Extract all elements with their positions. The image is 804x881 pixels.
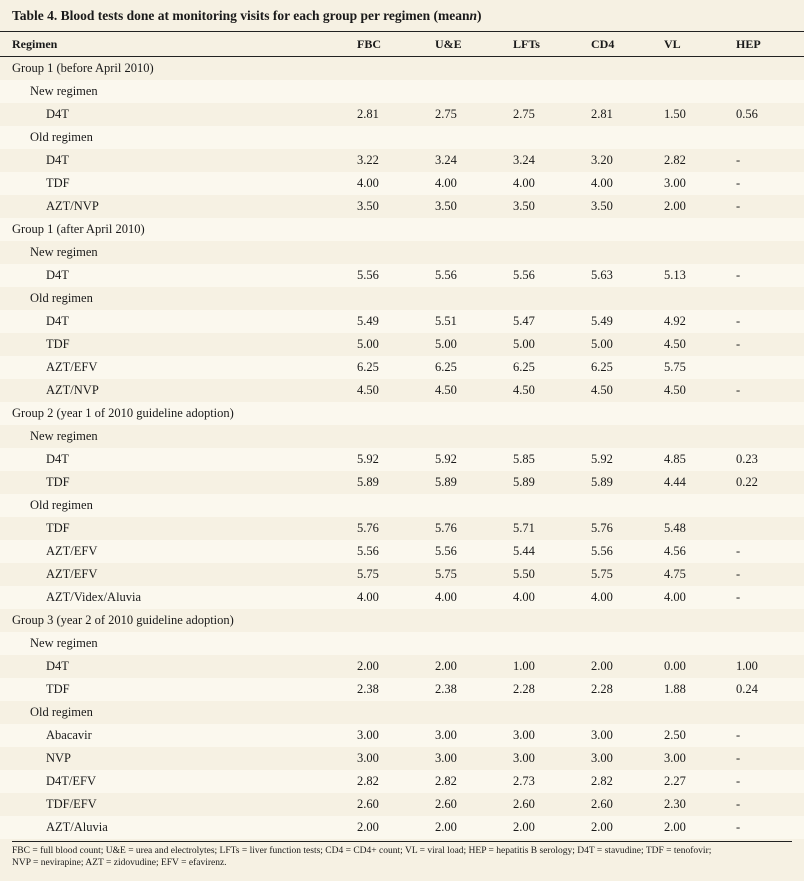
row-label: D4T: [46, 106, 69, 121]
row-label: NVP: [46, 750, 72, 765]
cell-cd4: [591, 494, 664, 517]
row-label: Group 1 (before April 2010): [12, 60, 154, 75]
group-row: [0, 609, 804, 632]
cell-cd4: 2.00: [591, 819, 613, 834]
cell-vl: 2.82: [664, 152, 686, 167]
cell-ue: [435, 425, 513, 448]
cell-cd4: 2.28: [591, 681, 613, 696]
row-label: New regimen: [30, 244, 98, 259]
regimen-row: [0, 310, 804, 333]
cell-lfts: 5.85: [513, 451, 535, 466]
row-label: D4T/EFV: [46, 773, 96, 788]
header-lfts: LFTs: [513, 32, 591, 57]
cell-lfts: 3.50: [513, 198, 535, 213]
cell-ue: 4.00: [435, 589, 457, 604]
cell-vl: 5.75: [664, 359, 686, 374]
cell-cd4: 3.20: [591, 152, 613, 167]
row-label: TDF/EFV: [46, 796, 97, 811]
cell-ue: [435, 218, 513, 241]
cell-hep: [736, 57, 804, 80]
cell-lfts: 4.50: [513, 382, 535, 397]
cell-hep: -: [736, 198, 741, 213]
cell-hep: 0.56: [736, 106, 758, 121]
row-label: New regimen: [30, 83, 98, 98]
cell-vl: 2.50: [664, 727, 686, 742]
row-label: AZT/NVP: [46, 198, 99, 213]
cell-lfts: 3.00: [513, 727, 535, 742]
cell-fbc: [357, 57, 435, 80]
header-ue: U&E: [435, 32, 513, 57]
footnote-line-1: FBC = full blood count; U&E = urea and electrolytes; LFTs = liver function tests; CD4 = CD4+ count; VL = viral load; HEP = hepatitis B serology; D4T = stavudine; TDF = tenofovir;: [12, 846, 712, 856]
cell-lfts: 5.00: [513, 336, 535, 351]
subgroup-row: [0, 425, 804, 448]
cell-vl: 2.30: [664, 796, 686, 811]
regimen-row: [0, 724, 804, 747]
cell-vl: 4.50: [664, 336, 686, 351]
cell-ue: [435, 287, 513, 310]
regimen-row: [0, 793, 804, 816]
cell-lfts: 5.44: [513, 543, 535, 558]
cell-cd4: [591, 126, 664, 149]
cell-vl: 4.92: [664, 313, 686, 328]
cell-hep: [736, 287, 804, 310]
regimen-row: [0, 103, 804, 126]
cell-lfts: [513, 402, 591, 425]
row-label: Group 1 (after April 2010): [12, 221, 145, 236]
row-label: Old regimen: [30, 497, 93, 512]
cell-cd4: 5.49: [591, 313, 613, 328]
cell-fbc: [357, 241, 435, 264]
header-hep: HEP: [736, 32, 804, 57]
cell-fbc: [357, 80, 435, 103]
cell-fbc: [357, 609, 435, 632]
cell-ue: [435, 402, 513, 425]
cell-fbc: 2.38: [357, 681, 379, 696]
cell-cd4: 5.56: [591, 543, 613, 558]
cell-hep: -: [736, 819, 741, 834]
cell-cd4: 3.00: [591, 727, 613, 742]
cell-fbc: 3.00: [357, 727, 379, 742]
cell-lfts: 5.56: [513, 267, 535, 282]
cell-vl: 4.56: [664, 543, 686, 558]
row-label: New regimen: [30, 428, 98, 443]
row-label: D4T: [46, 267, 69, 282]
regimen-row: [0, 195, 804, 218]
subgroup-row: [0, 632, 804, 655]
cell-lfts: 5.71: [513, 520, 535, 535]
cell-fbc: 4.00: [357, 589, 379, 604]
cell-lfts: 2.75: [513, 106, 535, 121]
cell-vl: 3.00: [664, 750, 686, 765]
header-regimen: Regimen: [0, 32, 357, 57]
cell-hep: -: [736, 589, 741, 604]
row-label: Old regimen: [30, 290, 93, 305]
cell-vl: [664, 57, 736, 80]
cell-vl: [664, 425, 736, 448]
cell-hep: [736, 218, 804, 241]
cell-fbc: [357, 126, 435, 149]
cell-vl: 5.13: [664, 267, 686, 282]
regimen-row: [0, 655, 804, 678]
cell-lfts: [513, 701, 591, 724]
subgroup-row: [0, 126, 804, 149]
cell-lfts: [513, 632, 591, 655]
header-fbc: FBC: [357, 32, 435, 57]
table-title-text: Table 4. Blood tests done at monitoring visits for each group per regimen (mean: [12, 7, 470, 23]
cell-ue: 2.00: [435, 658, 457, 673]
cell-hep: [736, 356, 804, 379]
cell-ue: 5.51: [435, 313, 457, 328]
cell-cd4: 5.92: [591, 451, 613, 466]
cell-hep: [736, 517, 804, 540]
cell-hep: [736, 425, 804, 448]
cell-vl: 2.00: [664, 819, 686, 834]
row-label: New regimen: [30, 635, 98, 650]
subgroup-row: [0, 701, 804, 724]
cell-fbc: 6.25: [357, 359, 379, 374]
regimen-row: [0, 149, 804, 172]
row-label: AZT/NVP: [46, 382, 99, 397]
row-label: Group 2 (year 1 of 2010 guideline adoption): [12, 405, 234, 420]
cell-ue: [435, 609, 513, 632]
table-title-italic: n: [469, 7, 478, 23]
row-label: D4T: [46, 451, 69, 466]
row-label: D4T: [46, 658, 69, 673]
cell-cd4: [591, 425, 664, 448]
row-label: AZT/EFV: [46, 566, 98, 581]
cell-hep: -: [736, 773, 741, 788]
cell-lfts: 3.24: [513, 152, 535, 167]
cell-fbc: 3.22: [357, 152, 379, 167]
header-cd4: CD4: [591, 32, 664, 57]
row-label: TDF: [46, 474, 70, 489]
cell-ue: 5.92: [435, 451, 457, 466]
cell-lfts: 5.47: [513, 313, 535, 328]
cell-vl: 4.44: [664, 474, 686, 489]
cell-hep: -: [736, 543, 741, 558]
cell-lfts: 5.50: [513, 566, 535, 581]
cell-lfts: [513, 241, 591, 264]
cell-cd4: 4.00: [591, 175, 613, 190]
cell-ue: [435, 494, 513, 517]
cell-hep: -: [736, 336, 741, 351]
group-row: [0, 402, 804, 425]
cell-vl: [664, 287, 736, 310]
group-row: [0, 218, 804, 241]
cell-cd4: [591, 609, 664, 632]
cell-fbc: 2.82: [357, 773, 379, 788]
cell-ue: [435, 57, 513, 80]
cell-cd4: [591, 57, 664, 80]
cell-ue: [435, 632, 513, 655]
regimen-row: [0, 448, 804, 471]
cell-ue: 5.75: [435, 566, 457, 581]
cell-hep: [736, 402, 804, 425]
cell-vl: [664, 241, 736, 264]
cell-hep: -: [736, 750, 741, 765]
cell-ue: 5.56: [435, 267, 457, 282]
cell-ue: [435, 701, 513, 724]
cell-lfts: 6.25: [513, 359, 535, 374]
cell-lfts: [513, 218, 591, 241]
regimen-row: [0, 678, 804, 701]
cell-cd4: 5.75: [591, 566, 613, 581]
cell-hep: -: [736, 382, 741, 397]
subgroup-row: [0, 80, 804, 103]
cell-vl: 5.48: [664, 520, 686, 535]
cell-ue: 5.76: [435, 520, 457, 535]
row-label: D4T: [46, 152, 69, 167]
regimen-row: [0, 356, 804, 379]
cell-ue: 2.38: [435, 681, 457, 696]
cell-cd4: 5.63: [591, 267, 613, 282]
cell-ue: 2.60: [435, 796, 457, 811]
cell-ue: 2.82: [435, 773, 457, 788]
cell-vl: [664, 80, 736, 103]
regimen-row: [0, 172, 804, 195]
table-footnote: [12, 841, 792, 869]
cell-vl: 4.00: [664, 589, 686, 604]
cell-fbc: 5.49: [357, 313, 379, 328]
cell-vl: [664, 126, 736, 149]
row-label: TDF: [46, 520, 70, 535]
cell-cd4: [591, 402, 664, 425]
regimen-row: [0, 333, 804, 356]
regimen-row: [0, 747, 804, 770]
cell-ue: 4.50: [435, 382, 457, 397]
cell-vl: 3.00: [664, 175, 686, 190]
cell-fbc: 5.92: [357, 451, 379, 466]
cell-fbc: 2.00: [357, 658, 379, 673]
table-title-close: ): [477, 7, 482, 23]
cell-lfts: [513, 425, 591, 448]
cell-hep: -: [736, 727, 741, 742]
cell-ue: 6.25: [435, 359, 457, 374]
cell-ue: 5.89: [435, 474, 457, 489]
cell-ue: [435, 80, 513, 103]
cell-vl: [664, 494, 736, 517]
cell-lfts: 5.89: [513, 474, 535, 489]
cell-lfts: [513, 126, 591, 149]
cell-hep: -: [736, 152, 741, 167]
row-label: Old regimen: [30, 704, 93, 719]
cell-hep: -: [736, 313, 741, 328]
cell-cd4: 3.50: [591, 198, 613, 213]
cell-lfts: 3.00: [513, 750, 535, 765]
cell-cd4: [591, 80, 664, 103]
header-row: [0, 32, 804, 57]
cell-hep: [736, 241, 804, 264]
row-label: D4T: [46, 313, 69, 328]
regimen-row: [0, 264, 804, 287]
cell-fbc: 3.50: [357, 198, 379, 213]
row-label: AZT/Videx/Aluvia: [46, 589, 142, 604]
row-label: TDF: [46, 175, 70, 190]
cell-vl: [664, 609, 736, 632]
regimen-row: [0, 816, 804, 839]
cell-cd4: [591, 241, 664, 264]
subgroup-row: [0, 287, 804, 310]
cell-fbc: 5.75: [357, 566, 379, 581]
cell-cd4: 5.76: [591, 520, 613, 535]
regimen-row: [0, 471, 804, 494]
cell-vl: 2.00: [664, 198, 686, 213]
cell-fbc: 3.00: [357, 750, 379, 765]
cell-cd4: 5.00: [591, 336, 613, 351]
cell-vl: 0.00: [664, 658, 686, 673]
row-label: Abacavir: [46, 727, 92, 742]
cell-vl: 1.88: [664, 681, 686, 696]
cell-cd4: 2.82: [591, 773, 613, 788]
cell-lfts: [513, 80, 591, 103]
cell-lfts: [513, 57, 591, 80]
cell-cd4: [591, 632, 664, 655]
regimen-row: [0, 517, 804, 540]
row-label: Old regimen: [30, 129, 93, 144]
cell-cd4: 2.81: [591, 106, 613, 121]
cell-hep: 0.23: [736, 451, 758, 466]
cell-fbc: 2.81: [357, 106, 379, 121]
cell-cd4: [591, 287, 664, 310]
cell-hep: -: [736, 175, 741, 190]
cell-vl: 4.75: [664, 566, 686, 581]
cell-hep: 0.24: [736, 681, 758, 696]
cell-hep: [736, 80, 804, 103]
cell-ue: 2.75: [435, 106, 457, 121]
cell-vl: [664, 402, 736, 425]
blood-tests-table: [0, 32, 804, 839]
cell-fbc: 5.89: [357, 474, 379, 489]
cell-cd4: [591, 218, 664, 241]
cell-fbc: [357, 425, 435, 448]
cell-lfts: 2.73: [513, 773, 535, 788]
row-label: Group 3 (year 2 of 2010 guideline adoption): [12, 612, 234, 627]
cell-lfts: 4.00: [513, 175, 535, 190]
cell-hep: [736, 701, 804, 724]
row-label: AZT/EFV: [46, 543, 98, 558]
regimen-row: [0, 586, 804, 609]
cell-fbc: 2.60: [357, 796, 379, 811]
cell-fbc: [357, 701, 435, 724]
cell-lfts: [513, 494, 591, 517]
cell-fbc: 4.50: [357, 382, 379, 397]
cell-fbc: [357, 287, 435, 310]
cell-cd4: 2.60: [591, 796, 613, 811]
cell-ue: 3.00: [435, 727, 457, 742]
cell-fbc: 5.56: [357, 267, 379, 282]
cell-ue: 3.00: [435, 750, 457, 765]
cell-cd4: [591, 701, 664, 724]
cell-lfts: 2.60: [513, 796, 535, 811]
cell-cd4: 4.00: [591, 589, 613, 604]
footnote-line-2: NVP = nevirapine; AZT = zidovudine; EFV = efavirenz.: [12, 858, 227, 868]
table-body: [0, 57, 804, 839]
cell-fbc: 5.76: [357, 520, 379, 535]
cell-cd4: 6.25: [591, 359, 613, 374]
cell-fbc: [357, 402, 435, 425]
header-vl: VL: [664, 32, 736, 57]
regimen-row: [0, 540, 804, 563]
cell-hep: 1.00: [736, 658, 758, 673]
cell-vl: [664, 632, 736, 655]
cell-vl: [664, 218, 736, 241]
regimen-row: [0, 770, 804, 793]
cell-lfts: 2.00: [513, 819, 535, 834]
cell-hep: -: [736, 796, 741, 811]
cell-cd4: 5.89: [591, 474, 613, 489]
cell-vl: 1.50: [664, 106, 686, 121]
cell-lfts: 2.28: [513, 681, 535, 696]
cell-hep: [736, 632, 804, 655]
cell-fbc: [357, 218, 435, 241]
cell-hep: [736, 126, 804, 149]
row-label: TDF: [46, 336, 70, 351]
cell-hep: [736, 494, 804, 517]
cell-ue: 2.00: [435, 819, 457, 834]
cell-fbc: [357, 494, 435, 517]
cell-ue: [435, 241, 513, 264]
cell-fbc: 2.00: [357, 819, 379, 834]
regimen-row: [0, 563, 804, 586]
cell-vl: 4.85: [664, 451, 686, 466]
cell-fbc: 5.56: [357, 543, 379, 558]
cell-vl: [664, 701, 736, 724]
cell-ue: 5.00: [435, 336, 457, 351]
cell-cd4: 3.00: [591, 750, 613, 765]
cell-lfts: 1.00: [513, 658, 535, 673]
cell-hep: 0.22: [736, 474, 758, 489]
cell-hep: [736, 609, 804, 632]
regimen-row: [0, 379, 804, 402]
table-title: [0, 0, 804, 32]
cell-ue: [435, 126, 513, 149]
cell-fbc: 5.00: [357, 336, 379, 351]
row-label: TDF: [46, 681, 70, 696]
cell-ue: 4.00: [435, 175, 457, 190]
cell-vl: 2.27: [664, 773, 686, 788]
cell-ue: 3.50: [435, 198, 457, 213]
cell-lfts: 4.00: [513, 589, 535, 604]
subgroup-row: [0, 241, 804, 264]
cell-ue: 5.56: [435, 543, 457, 558]
group-row: [0, 57, 804, 80]
cell-cd4: 4.50: [591, 382, 613, 397]
cell-hep: -: [736, 267, 741, 282]
row-label: AZT/EFV: [46, 359, 98, 374]
cell-cd4: 2.00: [591, 658, 613, 673]
cell-lfts: [513, 287, 591, 310]
cell-hep: -: [736, 566, 741, 581]
cell-fbc: 4.00: [357, 175, 379, 190]
subgroup-row: [0, 494, 804, 517]
cell-vl: 4.50: [664, 382, 686, 397]
cell-ue: 3.24: [435, 152, 457, 167]
cell-fbc: [357, 632, 435, 655]
row-label: AZT/Aluvia: [46, 819, 108, 834]
cell-lfts: [513, 609, 591, 632]
